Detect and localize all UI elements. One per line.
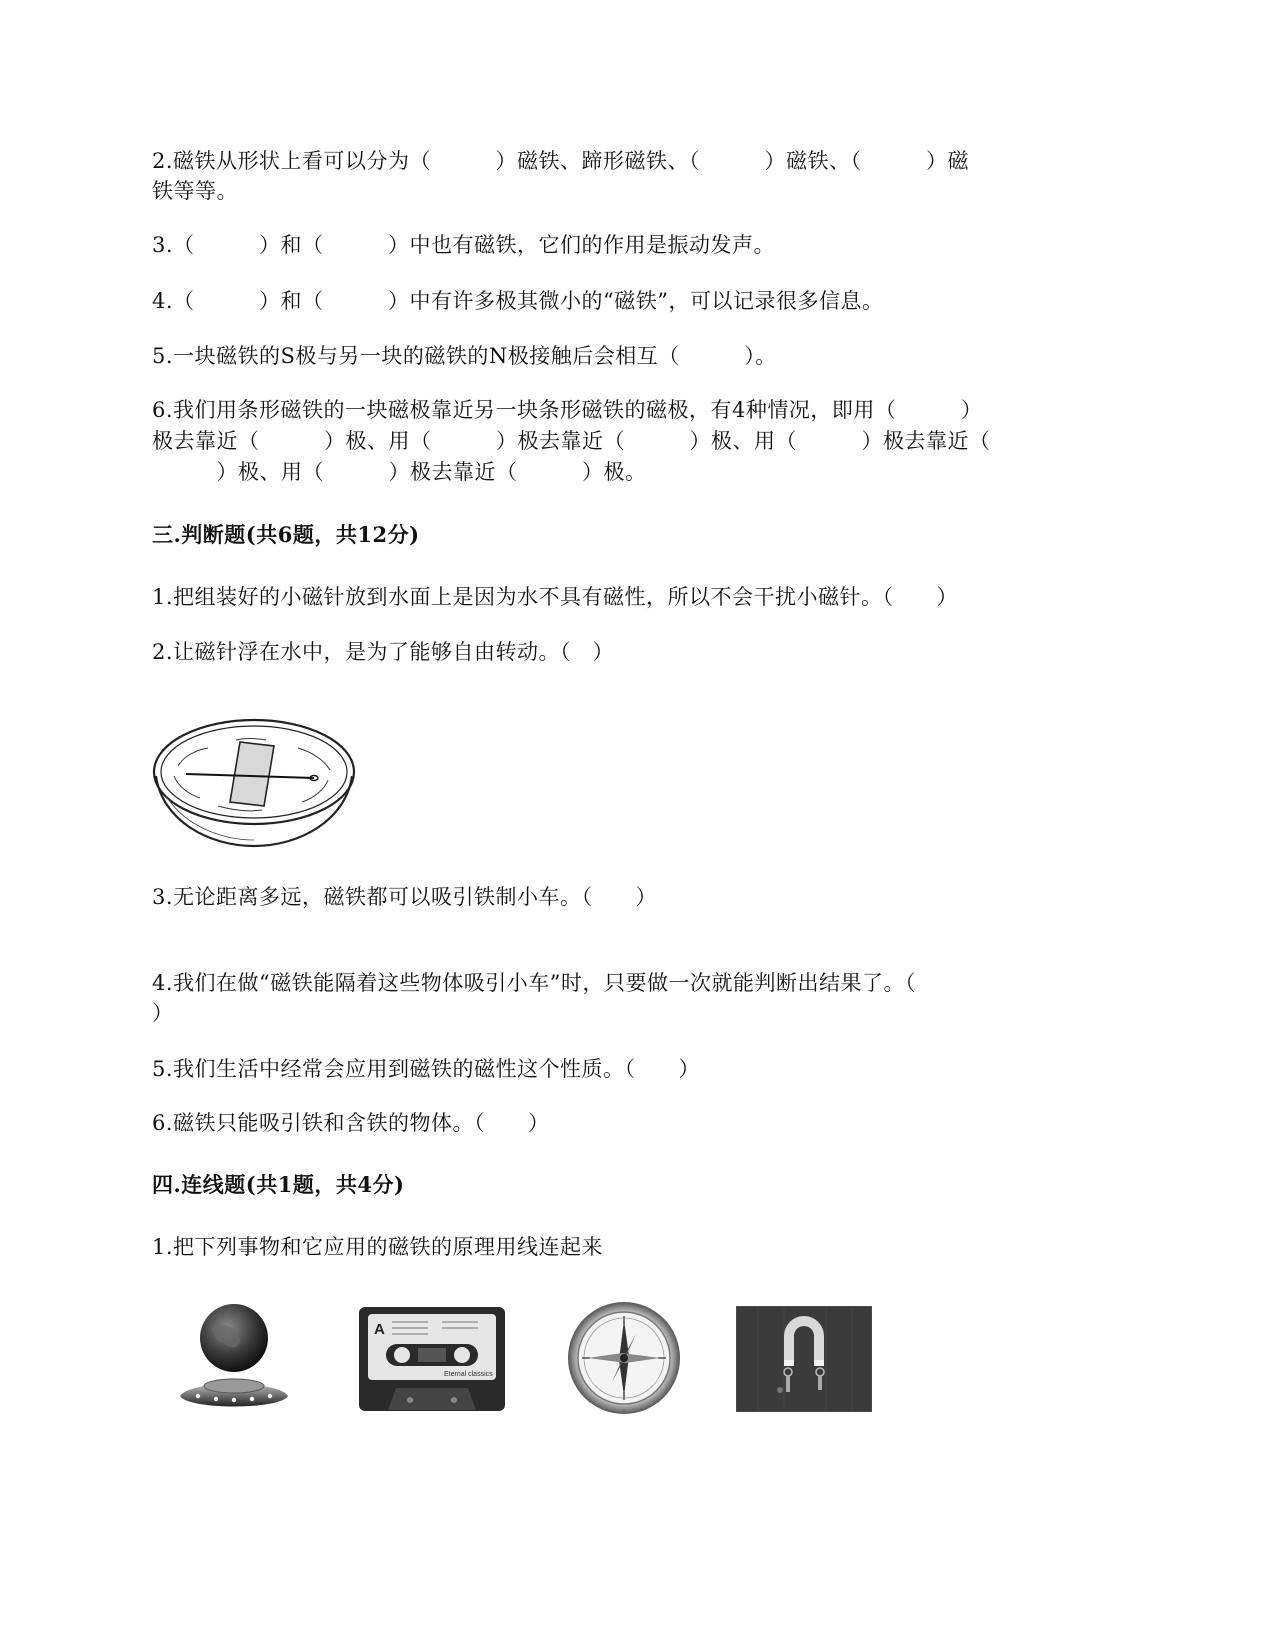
fill-q6-line2: 极去靠近（ ）极、用（ ）极去靠近（ ）极、用（ ）极去靠近（ xyxy=(152,429,991,453)
judgment-q4-line2: ） xyxy=(152,1001,174,1025)
judgment-q2: 2.让磁针浮在水中，是为了能够自由转动。（ ） xyxy=(152,640,615,664)
floating-needle-bowl-icon xyxy=(148,710,360,850)
cassette-brand-label: Eternal classics xyxy=(444,1371,493,1378)
judgment-q1: 1.把组装好的小磁针放到水面上是因为水不具有磁性，所以不会干扰小磁针。（ ） xyxy=(152,585,959,609)
cassette-tape-icon xyxy=(358,1306,506,1412)
judgment-q5: 5.我们生活中经常会应用到磁铁的磁性这个性质。（ ） xyxy=(152,1057,701,1081)
matching-q1: 1.把下列事物和它应用的磁铁的原理用线连起来 xyxy=(152,1235,604,1259)
fill-q3: 3.（ ）和（ ）中也有磁铁，它们的作用是振动发声。 xyxy=(152,233,776,257)
fill-q2-line2: 铁等等。 xyxy=(152,179,238,203)
matching-heading: 四.连线题(共1题，共4分) xyxy=(152,1172,405,1197)
fill-q6-line3: ）极、用（ ）极去靠近（ ）极。 xyxy=(152,460,647,484)
compass-icon xyxy=(566,1300,682,1416)
cassette-side-label: A xyxy=(374,1321,385,1338)
judgment-q6: 6.磁铁只能吸引铁和含铁的物体。（ ） xyxy=(152,1111,550,1135)
levitating-globe-icon xyxy=(176,1300,296,1420)
fill-q5: 5.一块磁铁的S极与另一块的磁铁的N极接触后会相互（ ）。 xyxy=(152,344,777,368)
horseshoe-magnet-icon xyxy=(736,1306,872,1412)
judgment-heading: 三.判断题(共6题，共12分) xyxy=(152,522,420,547)
fill-q2-line1: 2.磁铁从形状上看可以分为（ ）磁铁、蹄形磁铁、（ ）磁铁、（ ）磁 xyxy=(152,149,970,173)
fill-q6-line1: 6.我们用条形磁铁的一块磁极靠近另一块条形磁铁的磁极，有4种情况，即用（ ） xyxy=(152,398,983,422)
judgment-q3: 3.无论距离多远，磁铁都可以吸引铁制小车。（ ） xyxy=(152,885,658,909)
judgment-q4-line1: 4.我们在做“磁铁能隔着这些物体吸引小车”时，只要做一次就能判断出结果了。（ xyxy=(152,971,917,995)
fill-q4: 4.（ ）和（ ）中有许多极其微小的“磁铁”，可以记录很多信息。 xyxy=(152,289,884,313)
